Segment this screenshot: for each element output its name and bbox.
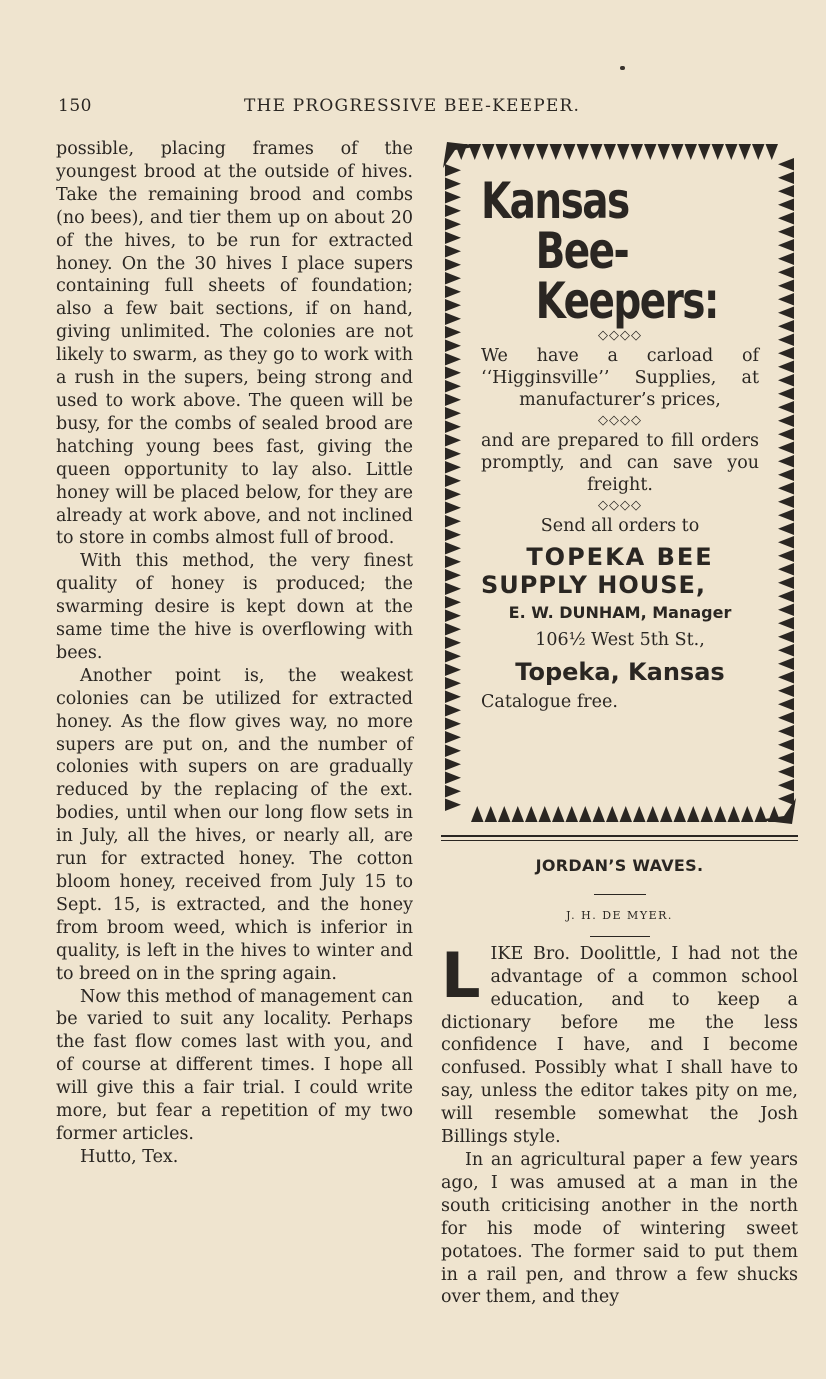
drop-cap: L (441, 938, 481, 1012)
divider-rule (441, 835, 798, 837)
signoff: Hutto, Tex. (80, 1146, 179, 1167)
article (441, 855, 798, 1309)
ink-speck (620, 66, 625, 70)
journal-title: THE PROGRESSIVE BEE-KEEPER. (244, 96, 581, 116)
ad-text: Send all orders to (540, 516, 700, 536)
diamond-ornament: ◇◇◇◇ (598, 498, 642, 513)
advertisement (441, 138, 798, 828)
article-title: JORDAN’S WAVES. (535, 856, 704, 875)
city: Topeka, Kansas (515, 658, 725, 686)
title-rule (594, 894, 646, 895)
left-column (56, 138, 413, 1169)
paragraph: In an agricultural paper a few years ago, I was amused at a man in the south criticising another in the north for his mode of wintering sweet potatoes. The former said to put them in a rail pen, and throw a few shucks over them, and they (441, 1149, 798, 1308)
divider-rule (441, 840, 798, 841)
company-name: SUPPLY HOUSE, (481, 571, 707, 599)
author-rule (590, 936, 650, 937)
ad-content (481, 172, 759, 712)
ad-headline: Kansas Bee- Keepers: (481, 172, 718, 330)
company-name: TOPEKA BEE (526, 543, 714, 571)
paragraph: Now this method of management can be varied to suit any locality. Perhaps the fast flow comes last with you, and of course at different times. I hope all will give this a fair trial. I could write more, but fear a repetition of my two former articles. (56, 986, 413, 1144)
diamond-ornament: ◇◇◇◇ (598, 413, 642, 428)
ad-text: and are prepared to fill orders promptly, and can save you freight. (481, 431, 759, 495)
diamond-ornament: ◇◇◇◇ (598, 328, 642, 343)
ad-text: We have a carload of ‘‘Higginsville’’ Supplies, at manufacturer’s prices, (481, 346, 759, 410)
paragraph: With this method, the very finest quality of honey is produced; the swarming desire is kept down at the same time the hive is overflowing with bees. (56, 551, 413, 663)
page-number: 150 (58, 96, 92, 116)
running-header (58, 96, 814, 118)
manager-name: E. W. DUNHAM, Manager (508, 603, 732, 622)
article-author: J. H. DE MYER. (566, 908, 673, 922)
catalogue-note: Catalogue free. (481, 692, 618, 712)
paragraph: possible, placing frames of the youngest brood at the outside of hives. Take the remaining brood and combs (no bees), and tier them up on about 20 of the hives, to be run for extracted honey. On the 30 hives I place supers containing full sheets of foundation; also a few bait sections, if on hand, giving unlimited. The colonies are not likely to swarm, as they go to work with a rush in the supers, being strong and used to work above. The queen will be busy, for the combs of sealed brood are hatching young bees fast, giving the queen opportunity to lay also. Little honey will be placed below, for they are already at work above, and not inclined to store in combs almost full of brood. (56, 139, 413, 549)
paragraph: LIKE Bro. Doolittle, I had not the advantage of a common school education, and to keep a dictionary before me the less confidence I have, and I become confused. Possibly what I shall have to say, unless the editor takes pity on me, will resemble somewhat the Josh Billings style. (441, 938, 798, 1148)
street-address: 106½ West 5th St., (535, 630, 705, 650)
paragraph: Another point is, the weakest colonies can be utilized for extracted honey. As the flow gives way, no more supers are put on, and the number of colonies with supers on are gradually reduced by the replacing of the ext. bodies, until when our long flow sets in in July, all the hives, or nearly all, are run for extracted honey. The cotton bloom honey, received from July 15 to Sept. 15, is extracted, and the honey from broom weed, which is inferior in quality, is left in the hives to winter and to breed on in the spring again. (56, 665, 413, 984)
